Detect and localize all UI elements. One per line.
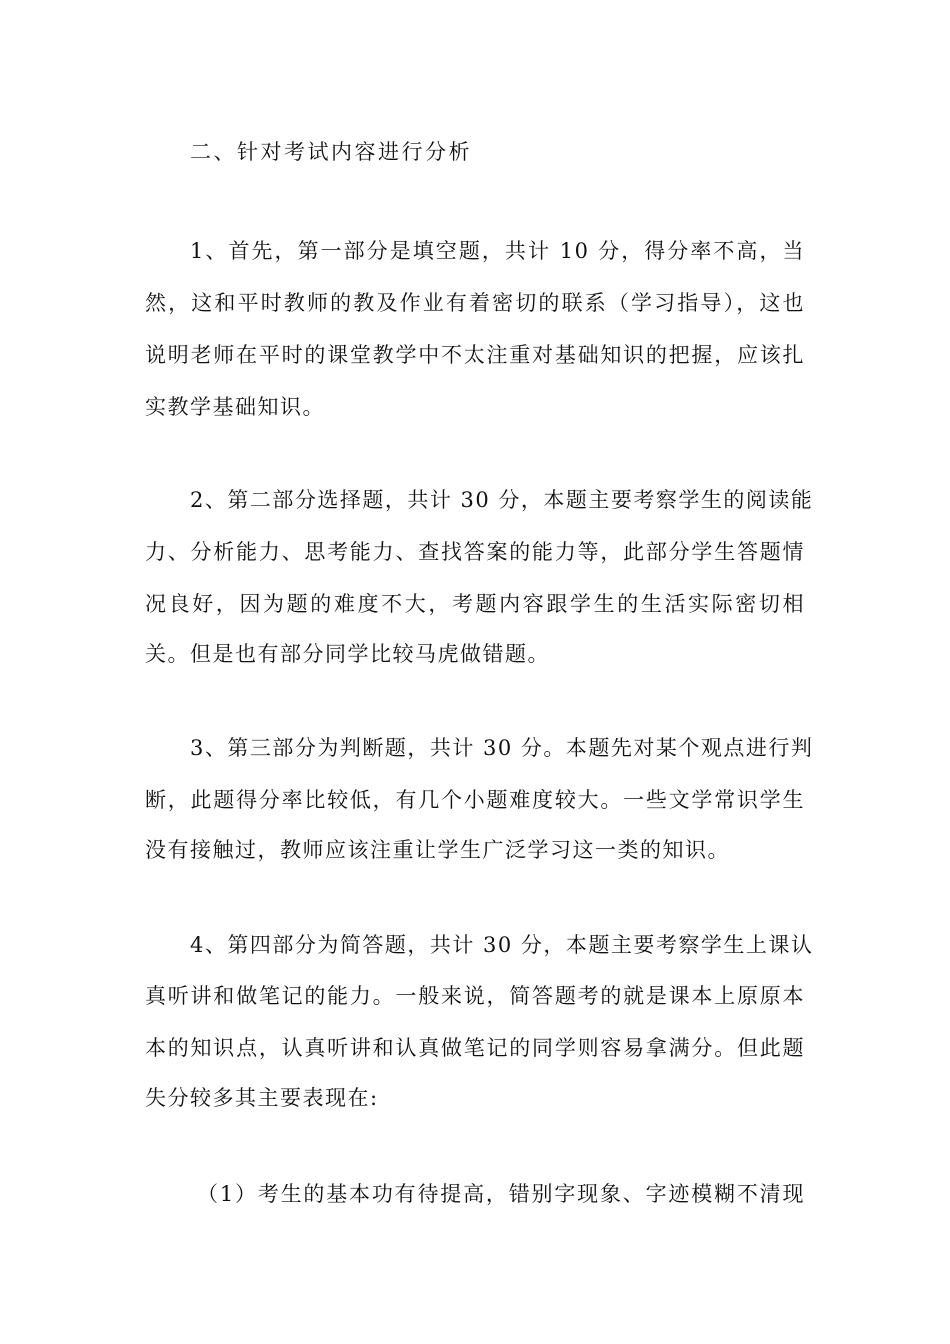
paragraph-line: 断，此题得分率比较低，有几个小题难度较大。一些文学常识学生	[145, 788, 805, 812]
paragraph-line: 4、第四部分为简答题，共计 30 分，本题主要考察学生上课认	[190, 933, 814, 957]
paragraph-line: 真听讲和做笔记的能力。一般来说，简答题考的就是课本上原原本	[145, 984, 805, 1008]
paragraph-line: 实教学基础知识。	[145, 395, 325, 419]
paragraph-line: 力、分析能力、思考能力、查找答案的能力等，此部分学生答题情	[145, 540, 805, 564]
paragraph-line: 失分较多其主要表现在:	[145, 1086, 379, 1110]
paragraph-line: 关。但是也有部分同学比较马虎做错题。	[145, 642, 550, 666]
paragraph-line: 3、第三部分为判断题，共计 30 分。本题先对某个观点进行判	[190, 736, 814, 760]
paragraph-line: 1、首先，第一部分是填空题，共计 10 分，得分率不高，当	[190, 239, 805, 263]
section-heading: 二、针对考试内容进行分析	[190, 140, 472, 164]
paragraph-line: 2、第二部分选择题，共计 30 分，本题主要考察学生的阅读能	[190, 488, 814, 512]
paragraph-line: 本的知识点，认真听讲和认真做笔记的同学则容易拿满分。但此题	[145, 1036, 805, 1060]
paragraph-line: 说明老师在平时的课堂教学中不太注重对基础知识的把握，应该扎	[145, 343, 805, 367]
paragraph-line: （1）考生的基本功有待提高，错别字现象、字迹模糊不清现	[197, 1182, 805, 1206]
paragraph-line: 况良好，因为题的难度不大，考题内容跟学生的生活实际密切相	[145, 592, 805, 616]
paragraph-line: 然，这和平时教师的教及作业有着密切的联系（学习指导），这也	[145, 291, 805, 315]
paragraph-line: 没有接触过，教师应该注重让学生广泛学习这一类的知识。	[145, 838, 730, 862]
